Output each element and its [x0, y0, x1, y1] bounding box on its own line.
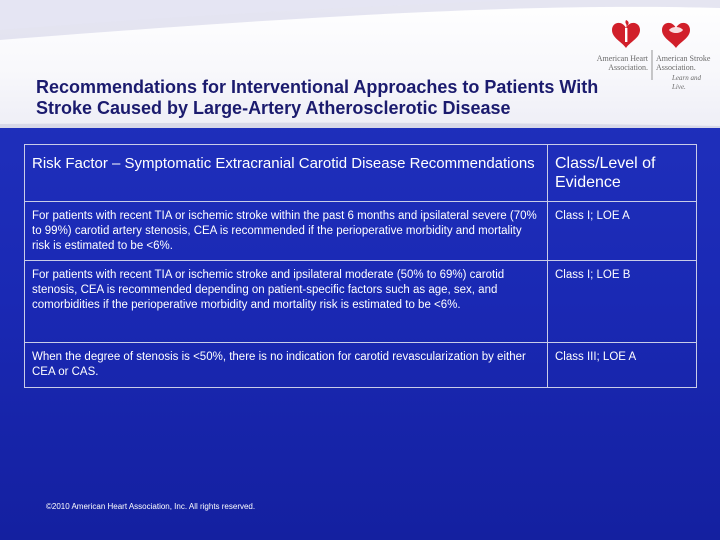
- slide-title-line2: Stroke Caused by Large-Artery Atherosclerotic Disease: [36, 98, 511, 118]
- header-risk-factor: Risk Factor – Symptomatic Extracranial Carotid Disease Recommendations: [25, 145, 548, 202]
- stroke-logo-icon: [662, 23, 690, 48]
- table-row: [25, 261, 697, 343]
- recommendation-cell: For patients with recent TIA or ischemic stroke and ipsilateral moderate (50% to 69%) carotid stenosis, CEA is recommended depending on patient-specific factors such as age, sex, and comorbidities if the perioperative morbidity and mortality risk is estimated to be <6%.: [25, 261, 548, 343]
- table-row: [25, 202, 697, 261]
- aha-name-line2: Association.: [608, 63, 648, 72]
- evidence-cell: Class I; LOE A: [548, 202, 697, 261]
- table-header-row: [25, 145, 697, 202]
- heart-torch-logo-icon: [612, 20, 640, 48]
- evidence-cell: Class I; LOE B: [548, 261, 697, 343]
- aha-name-line1: American Heart: [596, 54, 648, 63]
- slide-title-line1: Recommendations for Interventional Approaches to Patients With: [36, 77, 599, 97]
- copyright-notice: ©2010 American Heart Association, Inc. All rights reserved.: [46, 502, 256, 511]
- logo-tagline: Learn and Live.: [672, 74, 701, 91]
- asa-name-line1: American Stroke: [656, 54, 711, 63]
- asa-logo-text: [656, 54, 716, 72]
- header-class-level: Class/Level of Evidence: [548, 145, 697, 202]
- evidence-cell: Class III; LOE A: [548, 343, 697, 388]
- aha-logo-text: [578, 54, 648, 72]
- recommendation-cell: For patients with recent TIA or ischemic stroke within the past 6 months and ipsilateral severe (70% to 99%) carotid artery stenosis, CEA is recommended if the perioperative morbidity and mortality risk is estimated to be <6%.: [25, 202, 548, 261]
- slide-title: [36, 77, 676, 119]
- asa-name-line2: Association.: [656, 63, 696, 72]
- table-row: [25, 343, 697, 388]
- recommendations-table: [24, 144, 697, 388]
- recommendation-cell: When the degree of stenosis is <50%, there is no indication for carotid revascularization by either CEA or CAS.: [25, 343, 548, 388]
